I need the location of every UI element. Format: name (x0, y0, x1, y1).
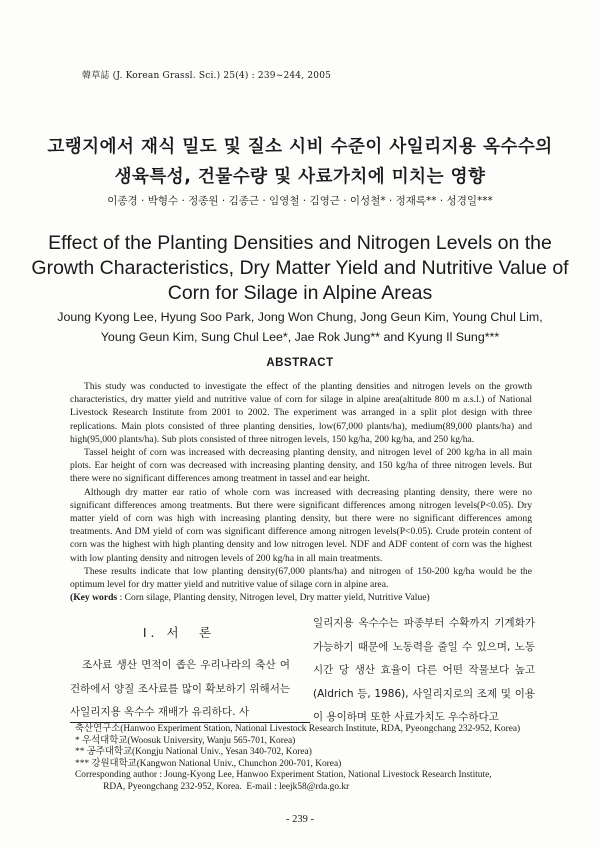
abstract-paragraph: This study was conducted to investigate the effect of the planting densities and nitrogen levels on the growth characteristics, dry matter yield and nutritive value of corn for silage in alpine area(altitude 800 m a.s.l.) of National Livestock Research Institute from 2001 to 2002. The experiment was arranged in a split plot design with three replications. Main plots consisted of three planting densities, low(67,000 plants/ha), medium(89,000 plants/ha) and high(95,000 plants/ha). Sub plots consisted of three nitrogen levels, 150 kg/ha, 200 kg/ha, and 250 kg/ha. (70, 381, 532, 445)
right-column (313, 612, 535, 730)
footnote-affiliation: 축산연구소(Hanwoo Experiment Station, National Livestock Research Institute, RDA, Pyeongchang 232-952, Korea) (75, 724, 521, 734)
abstract-paragraph: Although dry matter ear ratio of whole corn was increased with decreasing planting density, there were no significant differences among treatments. But there were significant differences among nitrogen levels(P<0.05). Dry matter yield of corn was high with increasing planting density, but there were no significant differences among treatments. And DM yield of corn was significant difference among nitrogen levels(P<0.05). Crude protein content of corn was the highest with high planting density and low nitrogen level. NDF and ADF content of corn was the highest with low planting density and nitrogen levels of 200 kg/ha in all main treatments. (70, 486, 532, 564)
footnotes (75, 724, 545, 794)
intro-text-left: 조사료 생산 면적이 좁은 우리나라의 축산 여건하에서 양질 조사료를 많이 확보하기 위해서는 사일리지용 옥수수 재배가 유리하다. 사 (70, 659, 290, 718)
english-title-line-3: Corn for Silage in Alpine Areas (167, 282, 433, 304)
keywords-label: (Key words (70, 592, 118, 604)
korean-authors: 이종경 · 박형수 · 정종원 · 김종근 · 임영철 · 김영근 · 이성철* · 정재록** · 성경일*** (107, 195, 493, 207)
english-authors-line-2: Young Geun Kim, Sung Chul Lee*, Jae Rok Jung** and Kyung Il Sung*** (100, 330, 500, 344)
intro-text-right: 일리지용 옥수수는 파종부터 수확까지 기계화가 가능하기 때문에 노동력을 줄일 수 있으며, 노동시간 당 생산 효율이 다른 어떤 작물보다 높고(Aldrich 등, 1986), 사일리지로의 조제 및 이용이 용이하며 또한 사료가치도 우수하다고 (313, 617, 535, 723)
footnote-corresponding-cont: RDA, Pyeongchang 232-952, Korea. E-mail : leejk58@rda.go.kr (75, 781, 350, 792)
page-number: - 239 - (286, 814, 314, 825)
footnote-affiliation: *** 강원대학교(Kangwon National Univ., Chunchon 200-701, Korea) (75, 758, 342, 769)
abstract-body (70, 380, 532, 604)
left-column (70, 654, 290, 725)
footnote-affiliation: * 우석대학교(Woosuk University, Wanju 565-701, Korea) (75, 735, 296, 746)
footnote-corresponding: Corresponding author : Joung-Kyong Lee, Hanwoo Experiment Station, National Livestock Research Institute, (75, 770, 492, 781)
section-heading: Ⅰ. 서 론 (142, 625, 216, 640)
footnote-affiliation: ** 공주대학교(Kongju National Univ., Yesan 340-702, Korea) (75, 747, 312, 758)
english-title-line-2: Growth Characteristics, Dry Matter Yield and Nutritive Value of (31, 257, 569, 279)
abstract-paragraph: These results indicate that low planting density(67,000 plants/ha) and nitrogen of 150-200 kg/ha would be the optimum level for dry matter yield and nutritive value of silage corn in alpine area. (70, 565, 532, 591)
korean-title-line-1: 고랭지에서 재식 밀도 및 질소 시비 수준이 사일리지용 옥수수의 (47, 137, 553, 157)
journal-reference: 韓草誌 (J. Korean Grassl. Sci.) 25(4) : 239~244, 2005 (82, 71, 332, 81)
keywords-text: : Corn silage, Planting density, Nitrogen level, Dry matter yield, Nutritive Value) (117, 592, 430, 604)
abstract-paragraph: Tassel height of corn was increased with decreasing planting density, and nitrogen level of 200 kg/ha in all main plots. Ear height of corn was decreased with increasing planting density, and 150 kg/ha of three nitrogen levels. But there were no significant differences among treatment in tassel and ear height. (70, 447, 532, 485)
english-authors-line-1: Joung Kyong Lee, Hyung Soo Park, Jong Won Chung, Jong Geun Kim, Young Chul Lim, (57, 310, 543, 324)
abstract-heading: ABSTRACT (266, 357, 334, 369)
korean-title-line-2: 생육특성, 건물수량 및 사료가치에 미치는 영향 (114, 167, 486, 187)
footnote-divider (70, 722, 310, 723)
keywords (70, 591, 532, 604)
english-title-line-1: Effect of the Planting Densities and Nitrogen Levels on the (48, 232, 552, 254)
